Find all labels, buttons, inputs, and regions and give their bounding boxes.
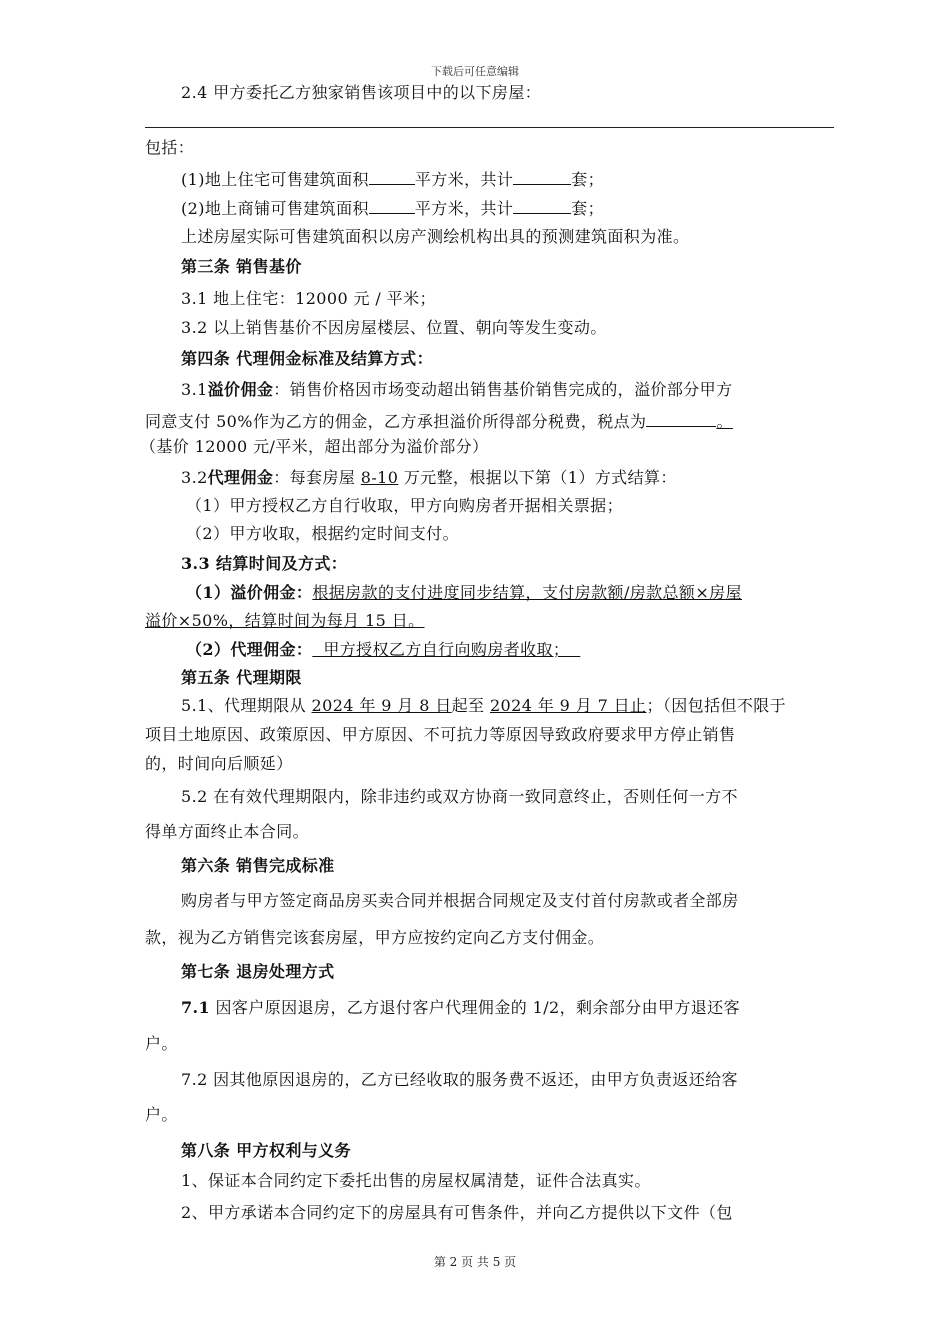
clause-3-2: 3.2 以上销售基价不因房屋楼层、位置、朝向等发生变动。: [181, 318, 607, 337]
article-8-title: 第八条 甲方权利与义务: [181, 1141, 351, 1160]
clause-4-3-2-option1: （1）甲方授权乙方自行收取，甲方向购房者开据相关票据；: [186, 496, 623, 515]
page-footer: 第 2 页 共 5 页: [433, 1255, 517, 1269]
clause-4-3-2: [181, 468, 835, 488]
c51-pre: 5.1、代理期限从: [181, 696, 312, 715]
area-note: 上述房屋实际可售建筑面积以房产测绘机构出具的预测建筑面积为准。: [181, 227, 690, 246]
c33-o1-text: 根据房款的支付进度同步结算，支付房款额/房款总额×房屋: [312, 583, 742, 602]
c51-from: 2024 年 9 月 8 日: [311, 696, 452, 715]
c33-o1-label: （1）溢价佣金：: [186, 583, 313, 602]
article-3-title: 第三条 销售基价: [181, 257, 302, 276]
article-6-line2: 款，视为乙方销售完该套房屋，甲方应按约定向乙方支付佣金。: [145, 928, 605, 947]
clause-7-2-line1: 7.2 因其他原因退房的，乙方已经收取的服务费不返还，由甲方负责返还给客: [181, 1070, 738, 1089]
c33-o2-text: 甲方授权乙方自行向购房者收取；: [312, 640, 581, 659]
clause-4-3-3-option1-line2: 溢价×50%，结算时间为每月 15 日。: [145, 611, 425, 630]
article-7-title: 第七条 退房处理方式: [181, 962, 335, 981]
clause-4-3-1-line3: （基价 12000 元/平米，超出部分为溢价部分）: [140, 437, 489, 456]
c33-o2-label: （2）代理佣金：: [186, 640, 313, 659]
c71-l1: 因客户原因退房，乙方退付客户代理佣金的 1/2，剩余部分由甲方退还客: [210, 998, 740, 1017]
c31-l2: 同意支付 50%作为乙方的佣金，乙方承担溢价所得部分税费，税点为: [145, 412, 647, 431]
clause-4-3-2-option2: （2）甲方收取，根据约定时间支付。: [186, 524, 459, 543]
item2-c: 套；: [571, 199, 605, 218]
clause-4-3-1-line2: [145, 410, 835, 432]
c32-label: 代理佣金: [207, 468, 274, 487]
c71-num: 7.1: [181, 998, 211, 1017]
item1-c: 套；: [571, 170, 605, 189]
article-5-title: 第五条 代理期限: [181, 668, 302, 687]
item1-a: (1)地上住宅可售建筑面积: [181, 170, 369, 189]
c51-to: 2024 年 9 月 7 日止: [489, 696, 647, 715]
clause-5-2-line2: 得单方面终止本合同。: [145, 822, 310, 841]
clause-2-4: 2.4 甲方委托乙方独家销售该项目中的以下房屋：: [181, 83, 542, 102]
c32-num: 3.2: [181, 468, 208, 487]
includes-label: 包括：: [145, 138, 195, 157]
clause-7-1-line1: [181, 998, 835, 1018]
count-blank-residential[interactable]: [513, 168, 571, 185]
article-8-item1: 1、保证本合同约定下委托出售的房屋权属清楚，证件合法真实。: [181, 1171, 651, 1190]
clause-7-2-line2: 户。: [145, 1105, 178, 1124]
clause-4-3-3-title: 3.3 结算时间及方式：: [181, 554, 348, 573]
area-blank-shop[interactable]: [369, 197, 415, 214]
item1-b: 平方米，共计: [414, 170, 514, 189]
c31-label: 溢价佣金: [207, 380, 274, 399]
c31-l2-end: 。: [716, 412, 733, 431]
count-blank-shop[interactable]: [513, 197, 571, 214]
tax-rate-blank[interactable]: [646, 410, 716, 427]
c32-amount: 8-10: [360, 468, 399, 487]
clause-3-1: 3.1 地上住宅：12000 元 / 平米；: [181, 289, 436, 308]
article-6-line1: 购房者与甲方签定商品房买卖合同并根据合同规定及支付首付房款或者全部房: [181, 891, 739, 910]
clause-4-3-1-line1: [181, 380, 835, 400]
clause-5-2-line1: 5.2 在有效代理期限内，除非违约或双方协商一致同意终止，否则任何一方不: [181, 787, 738, 806]
clause-5-1-line1: [181, 696, 835, 716]
c32-pre: ：每套房屋: [273, 468, 361, 487]
header-note: 下载后可任意编辑: [431, 65, 519, 78]
article-6-title: 第六条 销售完成标准: [181, 856, 335, 875]
clause-4-3-3-option2: [186, 640, 876, 660]
article-4-title: 第四条 代理佣金标准及结算方式：: [181, 349, 433, 368]
item2-a: (2)地上商铺可售建筑面积: [181, 199, 369, 218]
c51-post: ；（因包括但不限于: [646, 696, 787, 715]
item2-b: 平方米，共计: [414, 199, 514, 218]
divider-line: [145, 127, 834, 128]
item-residential-area: [181, 168, 835, 190]
clause-5-1-line3: 的，时间向后顺延）: [145, 754, 293, 773]
area-blank-residential[interactable]: [369, 168, 415, 185]
clause-5-1-line2: 项目土地原因、政策原因、甲方原因、不可抗力等原因导致政府要求甲方停止销售: [145, 725, 736, 744]
clause-7-1-line2: 户。: [145, 1034, 178, 1053]
c51-mid: 起至: [451, 696, 490, 715]
item-shop-area: [181, 197, 835, 219]
c31-text: ：销售价格因市场变动超出销售基价销售完成的，溢价部分甲方: [273, 380, 733, 399]
c31-num: 3.1: [181, 380, 208, 399]
c32-post: 万元整，根据以下第（1）方式结算：: [398, 468, 677, 487]
article-8-item2: 2、甲方承诺本合同约定下的房屋具有可售条件，并向乙方提供以下文件（包: [181, 1203, 733, 1222]
clause-4-3-3-option1: [186, 583, 876, 603]
